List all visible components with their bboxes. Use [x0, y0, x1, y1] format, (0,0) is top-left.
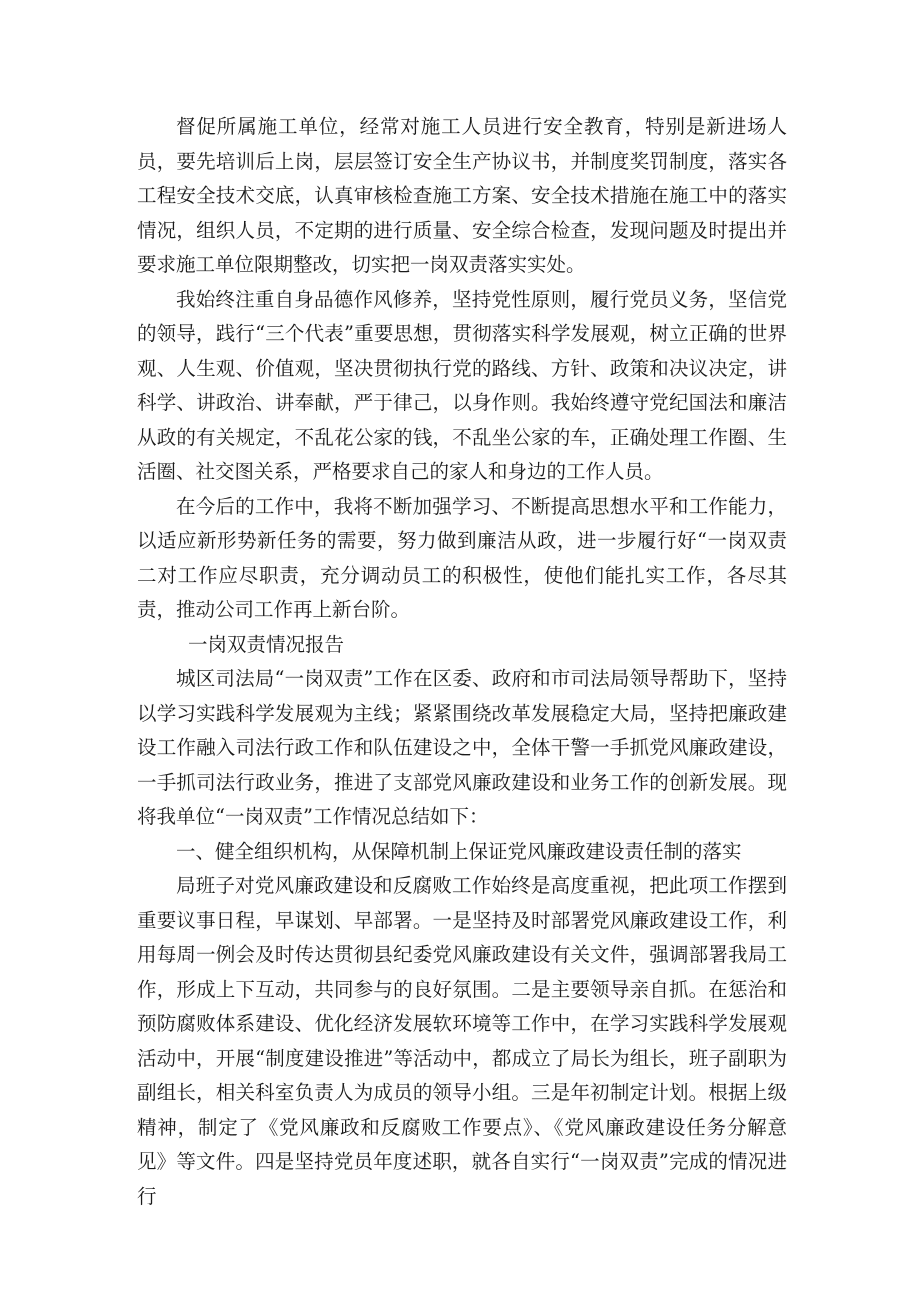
paragraph-leadership-measures: 局班子对党风廉政建设和反腐败工作始终是高度重视，把此项工作摆到重要议事日程，早谋划、早部署。一是坚持及时部署党风廉政建设工作，利用每周一例会及时传达贯彻县纪委党风廉政建设有关文件，强调部署我局工作，形成上下互动，共同参与的良好氛围。二是主要领导亲自抓。在惩治和预防腐败体系建设、优化经济发展软环境等工作中，在学习实践科学发展观活动中，开展“制度建设推进”等活动中，都成立了局长为组长，班子副职为副组长，相关科室负责人为成员的领导小组。三是年初制定计划。根据上级精神，制定了《党风廉政和反腐败工作要点》、《党风廉政建设任务分解意见》等文件。四是坚持党员年度述职，就各自实行“一岗双责”完成的情况进行	[137, 874, 787, 1208]
paragraph-future-work: 在今后的工作中，我将不断加强学习、不断提高思想水平和工作能力，以适应新形势新任务的需要，努力做到廉洁从政，进一步履行好“一岗双责二对工作应尽职责，充分调动员工的积极性，使他们能扎实工作，各尽其责，推动公司工作再上新台阶。	[137, 494, 787, 621]
document-body	[137, 110, 787, 1214]
report-title: 一岗双责情况报告	[188, 632, 345, 656]
paragraph-safety-supervision: 督促所属施工单位，经常对施工人员进行安全教育，特别是新进场人员，要先培训后上岗，层层签订安全生产协议书，并制度奖罚制度，落实各工程安全技术交底，认真审核检查施工方案、安全技术措施在施工中的落实情况，组织人员，不定期的进行质量、安全综合检查，发现问题及时提出并要求施工单位限期整改，切实把一岗双责落实实处。	[137, 115, 787, 276]
section-heading-organization: 一、健全组织机构，从保障机制上保证党风廉政建设责任制的落实	[176, 839, 742, 863]
paragraph-personal-conduct: 我始终注重自身品德作风修养，坚持党性原则，履行党员义务，坚信党的领导，践行“三个代表”重要思想，贯彻落实科学发展观，树立正确的世界观、人生观、价值观，坚决贯彻执行党的路线、方针、政策和决议决定，讲科学、讲政治、讲奉献，严于律己，以身作则。我始终遵守党纪国法和廉洁从政的有关规定，不乱花公家的钱，不乱坐公家的车，正确处理工作圈、生活圈、社交图关系，严格要求自己的家人和身边的工作人员。	[137, 287, 787, 483]
paragraph-report-intro: 城区司法局“一岗双责”工作在区委、政府和市司法局领导帮助下，坚持以学习实践科学发展观为主线；紧紧围绕改革发展稳定大局，坚持把廉政建设工作融入司法行政工作和队伍建设之中，全体干警一手抓党风廉政建设，一手抓司法行政业务，推进了支部党风廉政建设和业务工作的创新发展。现将我单位“一岗双责”工作情况总结如下：	[137, 667, 787, 828]
